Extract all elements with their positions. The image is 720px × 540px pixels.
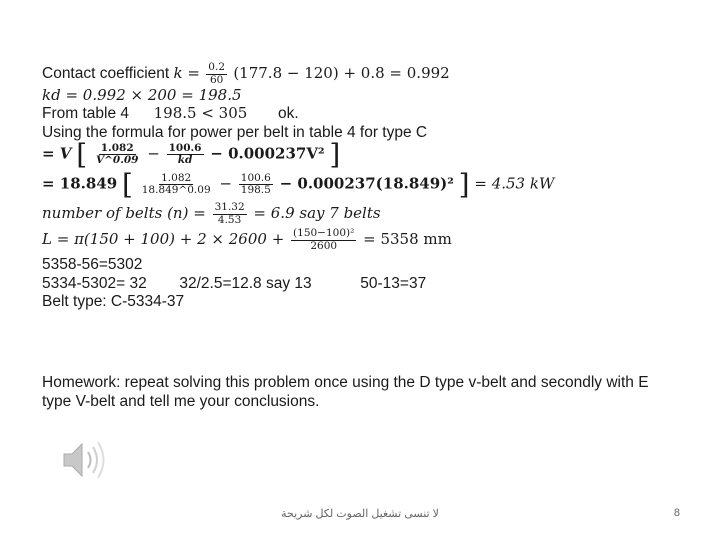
- math: = 6.9 say 7 belts: [253, 204, 381, 223]
- math: k =: [173, 64, 200, 83]
- denominator: 2600: [310, 239, 338, 252]
- text: 50-13=37: [360, 274, 427, 292]
- number-of-belts-line: [42, 202, 682, 228]
- numerator: 100.6: [168, 141, 202, 154]
- math: = V: [42, 144, 72, 163]
- bracket-right: ]: [329, 138, 341, 172]
- math: = 18.849: [42, 174, 118, 193]
- power-formula-line: [42, 138, 682, 172]
- math: − 0.000237V²: [210, 144, 325, 163]
- page-number: 8: [673, 507, 680, 519]
- math: −: [147, 144, 160, 163]
- homework-text: Homework: repeat solving this problem once using the D type v-belt and secondly with E type V-belt and tell me your conclusions.: [42, 374, 649, 411]
- kd-line: kd = 0.992 × 200 = 198.5: [42, 86, 242, 105]
- fraction: [206, 62, 227, 86]
- math: 198.5 < 305: [153, 104, 248, 123]
- fraction: [140, 173, 213, 197]
- math: (177.8 − 120) + 0.8 = 0.992: [233, 64, 450, 83]
- numerator: 0.2: [208, 61, 225, 73]
- calc-line-2: [42, 275, 682, 294]
- denominator: 198.5: [240, 184, 271, 197]
- denominator: 18.849^0.09: [141, 184, 211, 197]
- solution-block: [42, 62, 682, 312]
- bracket-left: [: [121, 168, 133, 202]
- numerator: (150−100)²: [293, 227, 355, 240]
- fraction: [213, 202, 247, 226]
- math: − 0.000237(18.849)²: [279, 174, 454, 193]
- text: Contact coefficient: [42, 65, 170, 83]
- formula-intro-line: Using the formula for power per belt in table 4 for type C: [42, 123, 428, 141]
- fraction: [167, 143, 204, 167]
- math: −: [219, 174, 232, 193]
- denominator: kd: [177, 154, 193, 167]
- numerator: 1.082: [161, 171, 192, 184]
- math: = 4.53 kW: [474, 174, 555, 193]
- belt-type-line: Belt type: C-5334-37: [42, 293, 185, 311]
- numerator: 1.082: [100, 141, 134, 154]
- denominator: V^0.09: [95, 154, 139, 167]
- text: 32/2.5=12.8 say 13: [179, 274, 312, 292]
- denominator: 60: [209, 73, 224, 86]
- bracket-left: [: [76, 138, 88, 172]
- text: From table 4: [42, 105, 130, 123]
- math: number of belts (n) =: [42, 204, 206, 223]
- bracket-right: ]: [458, 168, 470, 202]
- numerator: 100.6: [240, 171, 271, 184]
- footer-note: لا تنسى تشغيل الصوت لكل شريحة: [281, 508, 439, 520]
- text: ok.: [277, 105, 299, 123]
- denominator: 4.53: [217, 213, 242, 226]
- math: = 5358 mm: [363, 230, 452, 249]
- fraction: [291, 228, 356, 252]
- numerator: 31.32: [214, 201, 245, 214]
- math: L = π(150 + 100) + 2 × 2600 +: [42, 230, 285, 249]
- fraction: [239, 173, 273, 197]
- text: 5334-5302= 32: [42, 274, 147, 292]
- power-value-line: [42, 168, 682, 202]
- table4-check-line: [42, 104, 682, 124]
- contact-coefficient-line: [42, 62, 682, 86]
- calc-line-1: 5358-56=5302: [42, 256, 143, 274]
- belt-length-line: [42, 228, 682, 256]
- speaker-icon[interactable]: [60, 438, 110, 482]
- fraction: [94, 143, 141, 167]
